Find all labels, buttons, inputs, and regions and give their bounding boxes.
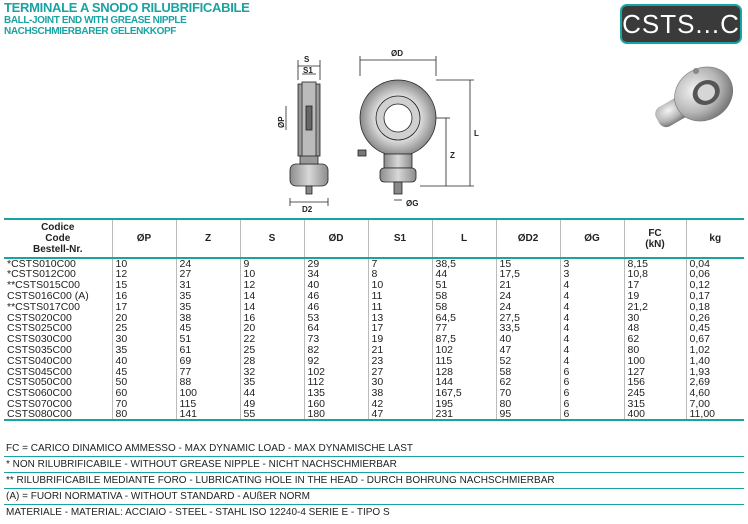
cell-value: 53 (304, 312, 368, 323)
cell-value: 315 (624, 399, 686, 410)
cell-value: 30 (112, 334, 176, 345)
cell-value: 88 (176, 377, 240, 388)
cell-value: 92 (304, 355, 368, 366)
cell-value: 33,5 (496, 323, 560, 334)
cell-value: 47 (368, 409, 432, 420)
cell-value: 17,5 (496, 269, 560, 280)
col-s1: S1 (368, 219, 432, 258)
col-code (4, 219, 112, 258)
cell-code: CSTS040C00 (4, 355, 112, 366)
cell-value: 115 (176, 399, 240, 410)
cell-value: 30 (624, 312, 686, 323)
note-fc: FC = CARICO DINAMICO AMMESSO - MAX DYNAMIC LOAD - MAX DYNAMISCHE LAST (4, 441, 744, 457)
cell-value: 102 (304, 366, 368, 377)
cell-value: 22 (240, 334, 304, 345)
label-d2: D2 (302, 205, 313, 214)
cell-value: 45 (112, 366, 176, 377)
cell-value: 4 (560, 312, 624, 323)
cell-value: 38 (368, 388, 432, 399)
cell-value: 11 (368, 301, 432, 312)
cell-value: 0,45 (689, 322, 710, 335)
cell-value: 46 (304, 301, 368, 312)
note-no-nipple: * NON RILUBRIFICABILE - WITHOUT GREASE NIPPLE - NICHT NACHSCHMIERBAR (4, 457, 744, 473)
cell-value: 0,04 (689, 258, 710, 270)
col-fc-label: FC (kN) (645, 227, 665, 250)
col-code-label: Codice Code Bestell-Nr. (33, 222, 83, 255)
cell-value: 12 (112, 269, 176, 280)
col-d2: ØD2 (496, 219, 560, 258)
table-row (4, 355, 744, 366)
cell-value: 400 (624, 409, 686, 420)
cell-value: 77 (176, 366, 240, 377)
cell-code: CSTS050C00 (4, 377, 112, 388)
cell-code: CSTS080C00 (4, 409, 112, 420)
cell-value: 0,17 (689, 289, 710, 302)
cell-value: 7,00 (689, 397, 710, 410)
col-s: S (240, 219, 304, 258)
cell-value: 6 (560, 399, 624, 410)
cell-value: 135 (304, 388, 368, 399)
table-row (4, 291, 744, 302)
note-without-standard: (A) = FUORI NORMATIVA - WITHOUT STANDARD - AUßER NORM (4, 489, 744, 505)
table-row (4, 312, 744, 323)
cell-value: 60 (112, 388, 176, 399)
cell-value: 17 (368, 323, 432, 334)
cell-code: CSTS020C00 (4, 312, 112, 323)
cell-value: 141 (176, 409, 240, 420)
title-english: BALL-JOINT END WITH GREASE NIPPLE (4, 15, 187, 26)
cell-value: 9 (240, 258, 304, 269)
cell-value: 35 (240, 377, 304, 388)
cell-value: 38,5 (432, 258, 496, 269)
cell-value: 58 (432, 291, 496, 302)
cell-value: 3 (560, 269, 624, 280)
cell-value: 35 (176, 301, 240, 312)
cell-value: 19 (624, 291, 686, 302)
cell-value: 13 (368, 312, 432, 323)
cell-value: 61 (176, 345, 240, 356)
cell-value: 52 (496, 355, 560, 366)
notes (4, 441, 744, 521)
cell-value: 14 (240, 291, 304, 302)
table-row (4, 388, 744, 399)
col-d: ØD (304, 219, 368, 258)
col-p: ØP (112, 219, 176, 258)
cell-value: 16 (112, 291, 176, 302)
cell-value: 29 (304, 258, 368, 269)
cell-value: 7 (368, 258, 432, 269)
cell-value: 4 (560, 334, 624, 345)
label-z: Z (450, 151, 455, 160)
cell-value: 24 (496, 301, 560, 312)
cell-value: 245 (624, 388, 686, 399)
cell-value: 21 (496, 280, 560, 291)
label-g: ØG (406, 199, 419, 208)
cell-value: 231 (432, 409, 496, 420)
cell-value: 112 (304, 377, 368, 388)
cell-value: 27 (176, 269, 240, 280)
cell-value: 16 (240, 312, 304, 323)
cell-code: CSTS060C00 (4, 388, 112, 399)
title-italian: TERMINALE A SNODO RILUBRIFICABILE (4, 0, 250, 15)
cell-code: CSTS045C00 (4, 366, 112, 377)
cell-value: 58 (432, 301, 496, 312)
cell-value: 0,67 (689, 333, 710, 346)
cell-value: 12 (240, 280, 304, 291)
cell-value: 1,02 (689, 343, 710, 356)
cell-value: 6 (560, 409, 624, 420)
cell-value: 4 (560, 345, 624, 356)
col-kg: kg (686, 219, 744, 258)
cell-value: 6 (560, 377, 624, 388)
cell-code: CSTS016C00 (A) (4, 291, 112, 302)
cell-value: 27,5 (496, 312, 560, 323)
cell-value: 51 (176, 334, 240, 345)
cell-value: 25 (112, 323, 176, 334)
label-d: ØD (391, 49, 403, 58)
cell-code: CSTS070C00 (4, 399, 112, 410)
cell-value: 6 (560, 388, 624, 399)
table-row (4, 258, 744, 269)
cell-code: **CSTS015C00 (4, 280, 112, 291)
cell-value: 50 (112, 377, 176, 388)
cell-value: 77 (432, 323, 496, 334)
label-l: L (474, 129, 479, 138)
cell-value: 11,00 (686, 409, 744, 420)
cell-value: 0,26 (689, 311, 710, 324)
cell-value: 17 (112, 301, 176, 312)
cell-value: 17 (624, 280, 686, 291)
cell-code: *CSTS012C00 (4, 269, 112, 280)
cell-value: 0,12 (689, 279, 710, 292)
cell-value: 102 (432, 345, 496, 356)
cell-value: 180 (304, 409, 368, 420)
cell-value: 80 (496, 399, 560, 410)
col-g: ØG (560, 219, 624, 258)
technical-drawing (260, 46, 490, 214)
cell-code: CSTS025C00 (4, 323, 112, 334)
cell-value: 55 (240, 409, 304, 420)
cell-value: 38 (176, 312, 240, 323)
cell-value: 4 (560, 291, 624, 302)
cell-value: 48 (624, 323, 686, 334)
cell-value: 87,5 (432, 334, 496, 345)
cell-value: 10 (240, 269, 304, 280)
cell-code: **CSTS017C00 (4, 301, 112, 312)
cell-value: 40 (112, 355, 176, 366)
table-body (4, 258, 744, 420)
side-view (277, 55, 328, 214)
cell-value: 19 (368, 334, 432, 345)
cell-value: 8 (368, 269, 432, 280)
cell-value: 2,69 (689, 376, 710, 389)
cell-code: CSTS035C00 (4, 345, 112, 356)
cell-value: 44 (432, 269, 496, 280)
cell-value: 127 (624, 366, 686, 377)
cell-code: *CSTS010C00 (4, 258, 112, 269)
cell-value: 35 (112, 345, 176, 356)
cell-value: 27 (368, 366, 432, 377)
cell-value: 21 (368, 345, 432, 356)
cell-value: 115 (432, 355, 496, 366)
cell-value: 44 (240, 388, 304, 399)
table-header-row (4, 219, 744, 258)
cell-value: 24 (176, 258, 240, 269)
cell-value: 32 (240, 366, 304, 377)
cell-value: 70 (496, 388, 560, 399)
cell-value: 1,40 (689, 354, 710, 367)
series-badge: CSTS...C (620, 4, 742, 44)
cell-value: 10 (368, 280, 432, 291)
cell-value: 70 (112, 399, 176, 410)
cell-value: 80 (624, 345, 686, 356)
cell-value: 15 (496, 258, 560, 269)
title-block (4, 1, 250, 37)
cell-value: 30 (368, 377, 432, 388)
cell-value: 40 (304, 280, 368, 291)
cell-value: 160 (304, 399, 368, 410)
cell-value: 21,2 (624, 301, 686, 312)
cell-value: 23 (368, 355, 432, 366)
cell-value: 80 (112, 409, 176, 420)
spec-table (4, 218, 744, 421)
cell-value: 62 (624, 334, 686, 345)
cell-value: 11 (368, 291, 432, 302)
cell-value: 73 (304, 334, 368, 345)
cell-value: 31 (176, 280, 240, 291)
cell-value: 0,18 (689, 300, 710, 313)
cell-value: 4 (560, 301, 624, 312)
cell-value: 10,8 (624, 269, 686, 280)
cell-value: 4 (560, 280, 624, 291)
cell-value: 10 (112, 258, 176, 269)
cell-value: 128 (432, 366, 496, 377)
table-row (4, 280, 744, 291)
table-row (4, 301, 744, 312)
cell-value: 58 (496, 366, 560, 377)
cell-value: 100 (176, 388, 240, 399)
cell-value: 1,93 (689, 365, 710, 378)
cell-value: 47 (496, 345, 560, 356)
cell-value: 4 (560, 323, 624, 334)
col-fc (624, 219, 686, 258)
label-p: ØP (277, 116, 286, 128)
cell-value: 62 (496, 377, 560, 388)
cell-value: 28 (240, 355, 304, 366)
header (0, 0, 748, 46)
cell-value: 100 (624, 355, 686, 366)
cell-value: 15 (112, 280, 176, 291)
label-s: S (304, 55, 310, 64)
note-lubricating-hole: ** RILUBRIFICABILE MEDIANTE FORO - LUBRICATING HOLE IN THE HEAD - DURCH BOHRUNG NACHSCHMIERBAR (4, 473, 744, 489)
title-german: NACHSCHMIERBARER GELENKKOPF (4, 26, 176, 37)
cell-value: 4,60 (689, 387, 710, 400)
cell-value: 46 (304, 291, 368, 302)
cell-value: 8,15 (624, 258, 686, 269)
cell-value: 6 (560, 366, 624, 377)
cell-value: 64,5 (432, 312, 496, 323)
cell-value: 3 (560, 258, 624, 269)
cell-value: 20 (112, 312, 176, 323)
col-z: Z (176, 219, 240, 258)
cell-value: 42 (368, 399, 432, 410)
front-view (358, 49, 479, 208)
cell-value: 64 (304, 323, 368, 334)
cell-value: 0,06 (689, 268, 710, 281)
table-row (4, 366, 744, 377)
cell-value: 34 (304, 269, 368, 280)
cell-value: 25 (240, 345, 304, 356)
cell-value: 4 (560, 355, 624, 366)
table-row (4, 323, 744, 334)
cell-value: 49 (240, 399, 304, 410)
table-row (4, 334, 744, 345)
col-l: L (432, 219, 496, 258)
cell-value: 167,5 (432, 388, 496, 399)
cell-value: 144 (432, 377, 496, 388)
table-row (4, 377, 744, 388)
cell-value: 20 (240, 323, 304, 334)
cell-value: 45 (176, 323, 240, 334)
cell-value: 35 (176, 291, 240, 302)
cell-value: 82 (304, 345, 368, 356)
cell-value: 51 (432, 280, 496, 291)
cell-value: 69 (176, 355, 240, 366)
product-photo (650, 54, 740, 144)
cell-value: 24 (496, 291, 560, 302)
cell-value: 156 (624, 377, 686, 388)
note-material: MATERIALE - MATERIAL: ACCIAIO - STEEL - STAHL ISO 12240-4 SERIE E - TIPO S (6, 507, 390, 518)
label-s1: S1 (303, 66, 313, 75)
cell-value: 195 (432, 399, 496, 410)
cell-value: 14 (240, 301, 304, 312)
table-row (4, 409, 744, 420)
table-row (4, 345, 744, 356)
table-row (4, 269, 744, 280)
cell-value: 95 (496, 409, 560, 420)
cell-value: 40 (496, 334, 560, 345)
cell-code: CSTS030C00 (4, 334, 112, 345)
